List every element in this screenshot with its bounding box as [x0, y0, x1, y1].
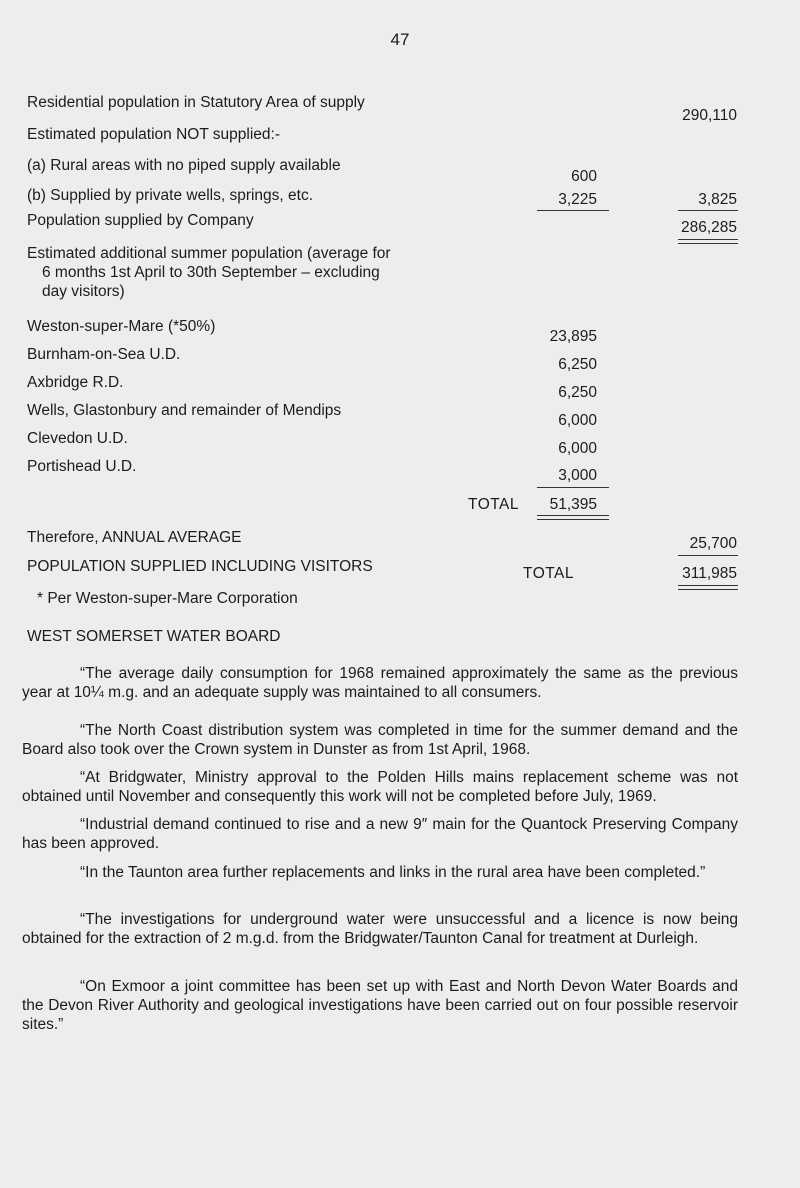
row-label-residential: Residential population in Statutory Area of supply	[27, 94, 365, 111]
underline-annual	[678, 555, 738, 556]
paragraph-exmoor: “On Exmoor a joint committee has been set up with East and North Devon Water Boards and the Devon River Authority and geological investigations have been carried out on four possible reservoir sites.”	[22, 978, 738, 1033]
row-label-annual-2: POPULATION SUPPLIED INCLUDING VISITORS	[27, 558, 373, 575]
value-company: 286,285	[680, 219, 737, 236]
row-label-company: Population supplied by Company	[27, 212, 254, 229]
row-label-burnham: Burnham-on-Sea U.D.	[27, 346, 181, 363]
section-heading: WEST SOMERSET WATER BOARD	[27, 628, 281, 645]
double-rule-annual-top	[678, 585, 738, 586]
value-wells: 6,000	[558, 412, 597, 429]
underline-portishead	[537, 487, 609, 488]
row-label-not-supplied: Estimated population NOT supplied:-	[27, 126, 281, 143]
double-rule-visitors-bottom	[537, 519, 609, 520]
paragraph-bridgwater: “At Bridgwater, Ministry approval to the Polden Hills mains replacement scheme was not obtained until November and consequently this work will not be completed before July, 1969.	[22, 769, 738, 805]
row-label-rural: (a) Rural areas with no piped supply available	[27, 157, 341, 174]
value-burnham: 6,250	[558, 356, 597, 373]
value-rural: 600	[571, 168, 597, 185]
double-rule-company-bottom	[678, 243, 738, 244]
footnote: * Per Weston-super-Mare Corporation	[37, 590, 298, 607]
value-private: 3,225	[558, 191, 597, 208]
paragraph-consumption: “The average daily consumption for 1968 remained approximately the same as the previous year at 10¼ m.g. and an adequate supply was maintained to all consumers.	[22, 665, 738, 701]
value-annual-total: 311,985	[682, 565, 737, 582]
row-label-private: (b) Supplied by private wells, springs, etc.	[27, 187, 314, 204]
value-clevedon: 6,000	[558, 440, 597, 457]
underline-not-supplied	[678, 210, 738, 211]
value-portishead: 3,000	[558, 467, 597, 484]
row-label-weston: Weston-super-Mare (*50%)	[27, 318, 216, 335]
double-rule-annual-bottom	[678, 589, 738, 590]
paragraph-industrial: “Industrial demand continued to rise and a new 9″ main for the Quantock Preserving Company has been approved.	[22, 816, 738, 852]
page-number: 47	[390, 30, 410, 49]
total-label-visitors: TOTAL	[468, 496, 520, 513]
paragraph-taunton: “In the Taunton area further replacements and links in the rural area have been completed.”	[80, 864, 706, 881]
value-weston: 23,895	[549, 328, 597, 345]
row-label-summer-1: Estimated additional summer population (average for	[27, 245, 391, 262]
row-label-axbridge: Axbridge R.D.	[27, 374, 124, 391]
underline-private	[537, 210, 609, 211]
value-not-supplied-total: 3,825	[698, 191, 737, 208]
double-rule-visitors-top	[537, 515, 609, 516]
row-label-wells: Wells, Glastonbury and remainder of Mendips	[27, 402, 342, 419]
row-label-summer-3: day visitors)	[42, 283, 125, 300]
total-label-annual: TOTAL	[523, 565, 575, 582]
row-label-annual-1: Therefore, ANNUAL AVERAGE	[27, 529, 242, 546]
double-rule-company-top	[678, 239, 738, 240]
row-label-clevedon: Clevedon U.D.	[27, 430, 128, 447]
paragraph-north-coast: “The North Coast distribution system was completed in time for the summer demand and the Board also took over the Crown system in Dunster as from 1st April, 1968.	[22, 722, 738, 758]
value-annual-visitors: 25,700	[689, 535, 737, 552]
paragraph-underground-water: “The investigations for underground water were unsuccessful and a licence is now being obtained for the extraction of 2 m.g.d. from the Bridgwater/Taunton Canal for treatment at Durleigh.	[22, 911, 738, 947]
row-label-portishead: Portishead U.D.	[27, 458, 137, 475]
value-residential: 290,110	[682, 107, 737, 124]
value-axbridge: 6,250	[558, 384, 597, 401]
row-label-summer-2: 6 months 1st April to 30th September – excluding	[42, 264, 380, 281]
value-visitors-total: 51,395	[549, 496, 597, 513]
